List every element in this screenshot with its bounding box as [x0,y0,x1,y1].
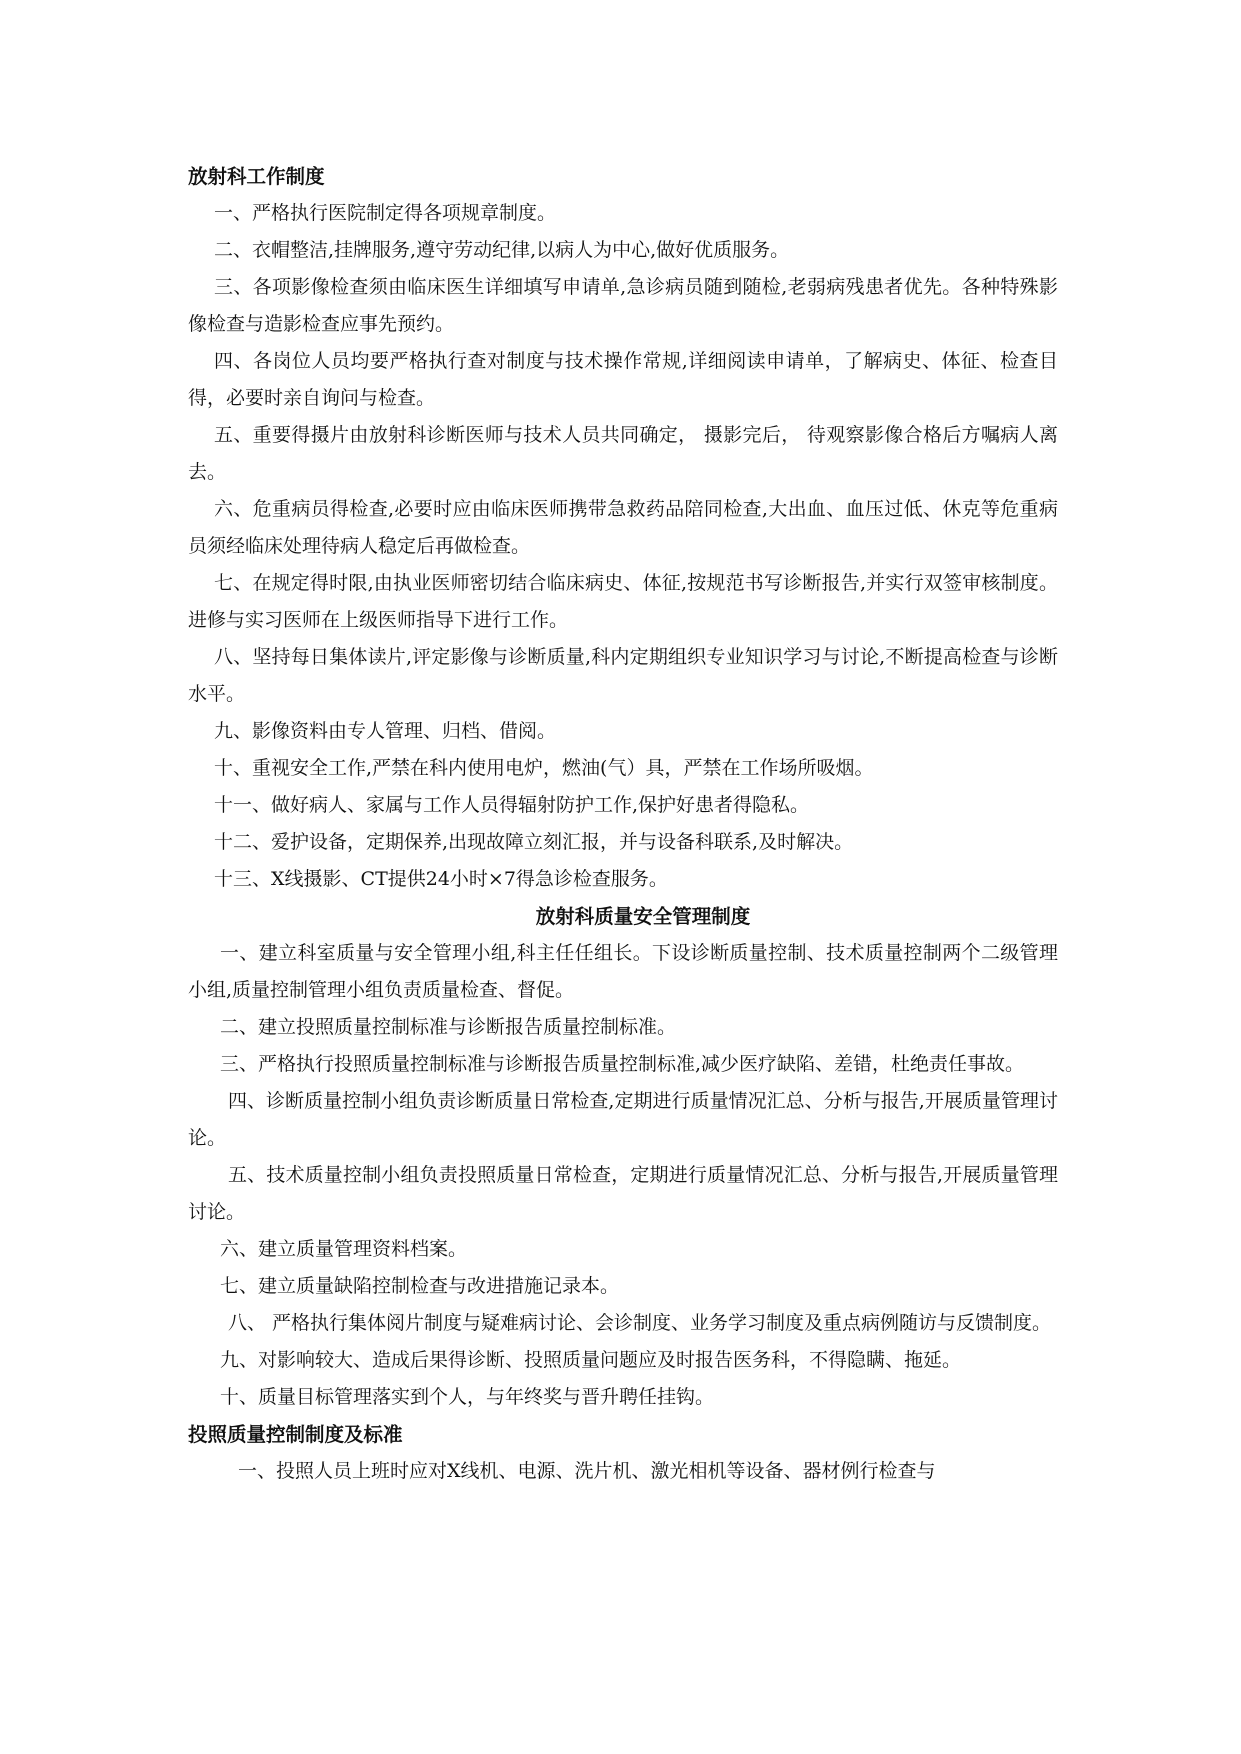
paragraph: 三、严格执行投照质量控制标准与诊断报告质量控制标准,减少医疗缺陷、差错，杜绝责任事故。 [220,1053,1025,1075]
paragraph: 二、衣帽整洁,挂牌服务,遵守劳动纪律,以病人为中心,做好优质服务。 [214,239,790,261]
paragraph: 九、影像资料由专人管理、归档、借阅。 [214,720,557,742]
paragraph: 五、技术质量控制小组负责投照质量日常检查，定期进行质量情况汇总、分析与报告,开展质量管理讨论。 [188,1164,1058,1223]
paragraph: 二、建立投照质量控制标准与诊断报告质量控制标准。 [220,1016,677,1038]
paragraph: 三、各项影像检查须由临床医生详细填写申请单,急诊病员随到随检,老弱病残患者优先。各种特殊影像检查与造影检查应事先预约。 [188,276,1058,335]
paragraph: 九、对影响较大、造成后果得诊断、投照质量问题应及时报告医务科，不得隐瞒、拖延。 [220,1349,962,1371]
paragraph: 十三、X线摄影、CT提供24小时×7得急诊检查服务。 [214,868,668,890]
paragraph: 四、各岗位人员均要严格执行查对制度与技术操作常规,详细阅读申请单，了解病史、体征、检查目得，必要时亲自询问与检查。 [188,350,1058,409]
paragraph: 一、投照人员上班时应对X线机、电源、洗片机、激光相机等设备、器材例行检查与 [238,1460,936,1482]
paragraph: 一、严格执行医院制定得各项规章制度。 [214,202,557,224]
document-body [188,158,1058,1490]
paragraph: 八、 严格执行集体阅片制度与疑难病讨论、会诊制度、业务学习制度及重点病例随访与反馈制度。 [228,1312,1052,1334]
section-title: 放射科工作制度 [188,165,325,188]
paragraph: 十、重视安全工作,严禁在科内使用电炉，燃油(气）具，严禁在工作场所吸烟。 [214,757,874,779]
paragraph: 一、建立科室质量与安全管理小组,科主任任组长。下设诊断质量控制、技术质量控制两个二级管理小组,质量控制管理小组负责质量检查、督促。 [188,942,1058,1001]
paragraph: 七、建立质量缺陷控制检查与改进措施记录本。 [220,1275,620,1297]
paragraph: 六、建立质量管理资料档案。 [220,1238,468,1260]
paragraph: 十二、爱护设备，定期保养,出现故障立刻汇报，并与设备科联系,及时解决。 [214,831,854,853]
paragraph: 八、坚持每日集体读片,评定影像与诊断质量,科内定期组织专业知识学习与讨论,不断提高检查与诊断水平。 [188,646,1058,705]
paragraph: 五、重要得摄片由放射科诊断医师与技术人员共同确定， 摄影完后， 待观察影像合格后方嘱病人离去。 [188,424,1058,483]
paragraph: 六、危重病员得检查,必要时应由临床医师携带急救药品陪同检查,大出血、血压过低、休克等危重病员须经临床处理待病人稳定后再做检查。 [188,498,1058,557]
section-title: 放射科质量安全管理制度 [535,905,751,928]
paragraph: 四、诊断质量控制小组负责诊断质量日常检查,定期进行质量情况汇总、分析与报告,开展质量管理讨论。 [188,1090,1058,1149]
section-title: 投照质量控制制度及标准 [188,1423,403,1446]
paragraph: 十、质量目标管理落实到个人，与年终奖与晋升聘任挂钩。 [220,1386,715,1408]
paragraph: 十一、做好病人、家属与工作人员得辐射防护工作,保护好患者得隐私。 [214,794,810,816]
paragraph: 七、在规定得时限,由执业医师密切结合临床病史、体征,按规范书写诊断报告,并实行双签审核制度。进修与实习医师在上级医师指导下进行工作。 [188,572,1058,631]
